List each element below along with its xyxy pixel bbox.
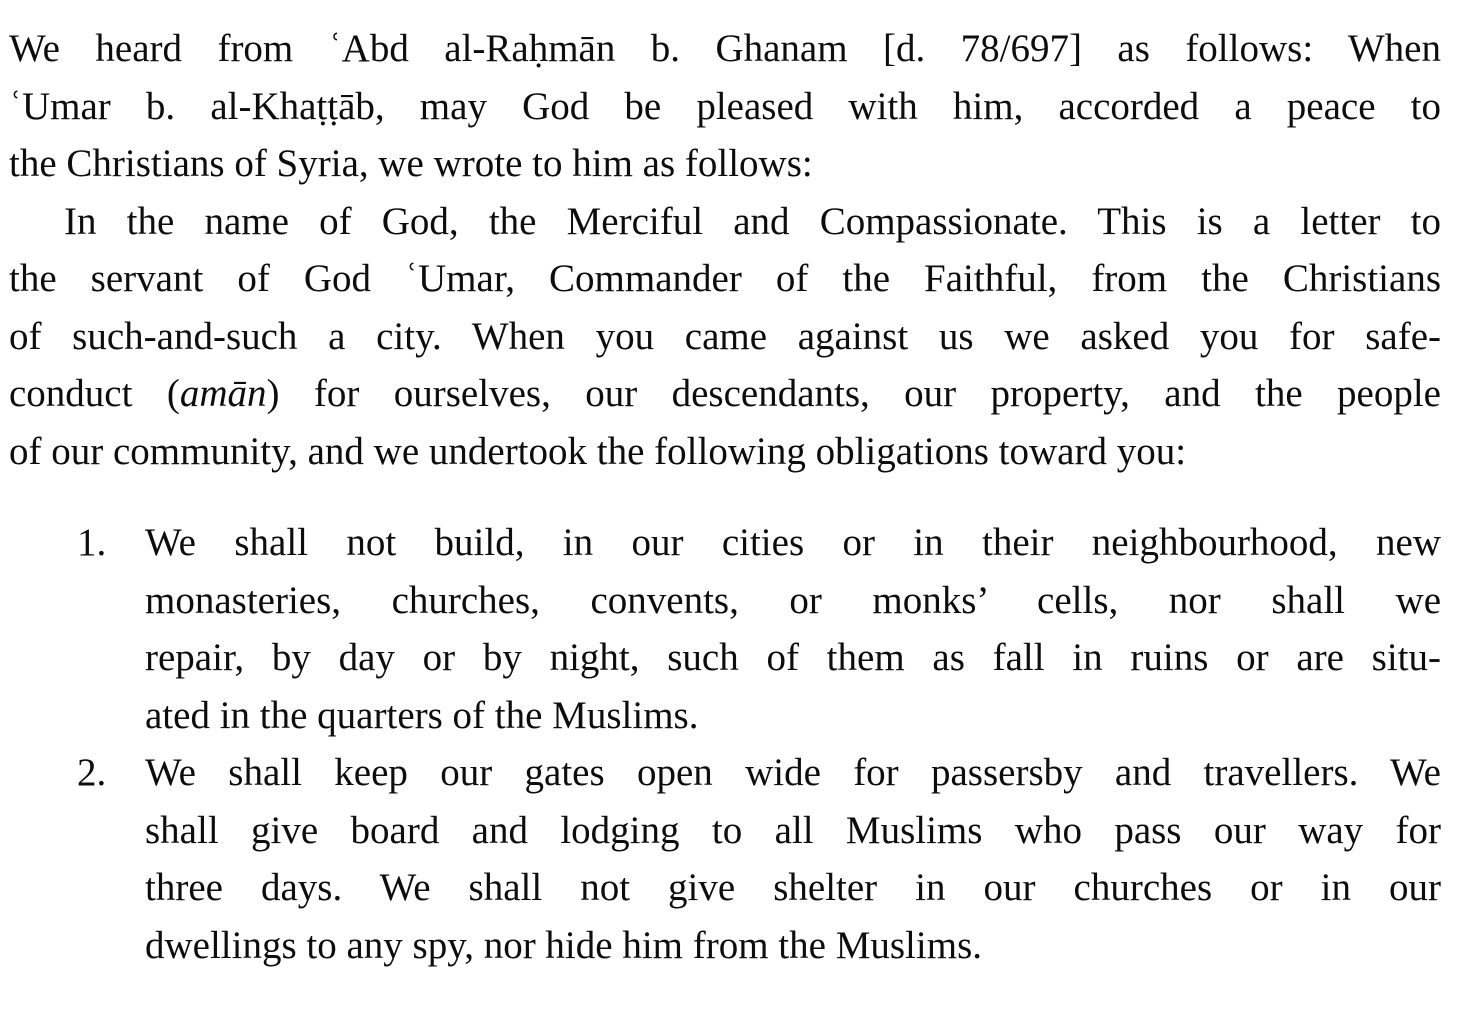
text-line: dwellings to any spy, nor hide him from the Muslims.	[145, 923, 982, 967]
text-line: repair, by day or by night, such of them as fall in ruins or are situ-	[145, 636, 1441, 679]
text-line: the servant of God ʿUmar, Commander of the Faithful, from the Christians	[9, 257, 1441, 300]
text-line: We heard from ʿAbd al-Raḥmān b. Ghanam [d. 78/697] as follows: When	[9, 27, 1441, 70]
text-line: ʿUmar b. al-Khaṭṭāb, may God be pleased with him, accorded a peace to	[9, 84, 1441, 128]
obligations-list	[9, 514, 1441, 974]
text-line: of our community, and we undertook the following obligations toward you:	[9, 429, 1187, 473]
text-line: We shall keep our gates open wide for passersby and travellers. We	[145, 751, 1441, 794]
list-item-text	[145, 744, 1441, 974]
text-segment: conduct (	[9, 372, 180, 415]
text-line: shall give board and lodging to all Muslims who pass our way for	[145, 808, 1441, 852]
text-line: three days. We shall not give shelter in our churches or in our	[145, 866, 1441, 909]
text-line: ated in the quarters of the Muslims.	[145, 693, 699, 737]
text-line: monasteries, churches, convents, or monks’ cells, nor shall we	[145, 578, 1441, 622]
list-item	[9, 744, 1441, 974]
text-segment: ) for ourselves, our descendants, our property, and the people	[266, 372, 1441, 415]
list-item-text	[145, 514, 1441, 744]
text-line: of such-and-such a city. When you came against us we asked you for safe-	[9, 314, 1441, 358]
list-number: 2.	[77, 751, 107, 794]
text-line	[9, 365, 1441, 423]
italic-term: amān	[179, 372, 267, 415]
text-line: In the name of God, the Merciful and Compassionate. This is a letter to	[64, 199, 1441, 243]
paragraph-letter	[9, 193, 1441, 481]
paragraph-intro	[9, 20, 1441, 193]
text-line: We shall not build, in our cities or in their neighbourhood, new	[145, 521, 1441, 564]
list-number: 1.	[77, 521, 107, 564]
list-item	[9, 514, 1441, 744]
text-line: the Christians of Syria, we wrote to him as follows:	[9, 142, 813, 185]
